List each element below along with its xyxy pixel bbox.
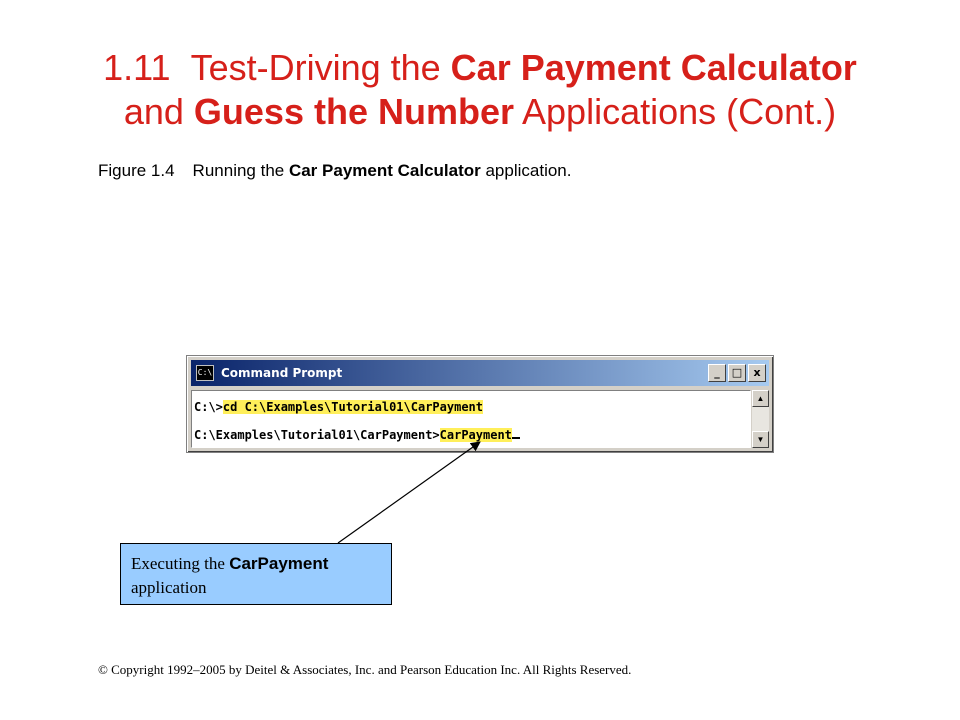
scroll-up-icon[interactable]: ▲ (752, 390, 769, 407)
maximize-button[interactable]: □ (728, 364, 746, 382)
command-prompt-window (186, 355, 774, 453)
callout-bold: CarPayment (229, 554, 329, 573)
title-text-3: Applications (Cont.) (514, 91, 837, 132)
copyright-notice: © Copyright 1992–2005 by Deitel & Associates, Inc. and Pearson Education Inc. All Rights Reserved. (98, 662, 632, 677)
window-titlebar[interactable] (191, 360, 769, 386)
figure-caption (98, 161, 571, 181)
title-bold-2: Guess the Number (193, 91, 514, 132)
command-2: CarPayment (439, 428, 512, 442)
scroll-down-icon[interactable]: ▼ (752, 431, 769, 448)
console-line-1 (194, 400, 483, 414)
close-button[interactable]: x (748, 364, 766, 382)
caption-text: Running the (192, 161, 289, 180)
caption-bold: Car Payment Calculator (288, 161, 481, 180)
title-line-1 (0, 46, 960, 90)
text-cursor (512, 425, 520, 439)
caption-suffix: application. (480, 161, 572, 180)
console-icon[interactable]: C:\ (196, 365, 214, 381)
minimize-button[interactable]: _ (708, 364, 726, 382)
title-text-2: and (123, 91, 194, 132)
title-text-1: Test-Driving the (190, 47, 451, 88)
console-area[interactable] (191, 390, 751, 448)
callout-suffix: application (131, 578, 207, 597)
command-1: cd C:\Examples\Tutorial01\CarPayment (222, 400, 483, 414)
callout-text: Executing the (131, 554, 230, 573)
callout-box (120, 543, 392, 605)
console-line-2 (194, 425, 520, 442)
section-number: 1.11 (103, 47, 171, 88)
title-bold-1: Car Payment Calculator (450, 47, 857, 88)
prompt-2: C:\Examples\Tutorial01\CarPayment> (194, 428, 440, 442)
title-line-2 (0, 90, 960, 134)
prompt-1: C:\> (194, 400, 223, 414)
figure-number: Figure 1.4 (98, 161, 175, 180)
vertical-scrollbar[interactable] (752, 390, 769, 448)
slide-title (0, 46, 960, 134)
window-controls (706, 364, 766, 382)
window-title: Command Prompt (221, 366, 343, 380)
